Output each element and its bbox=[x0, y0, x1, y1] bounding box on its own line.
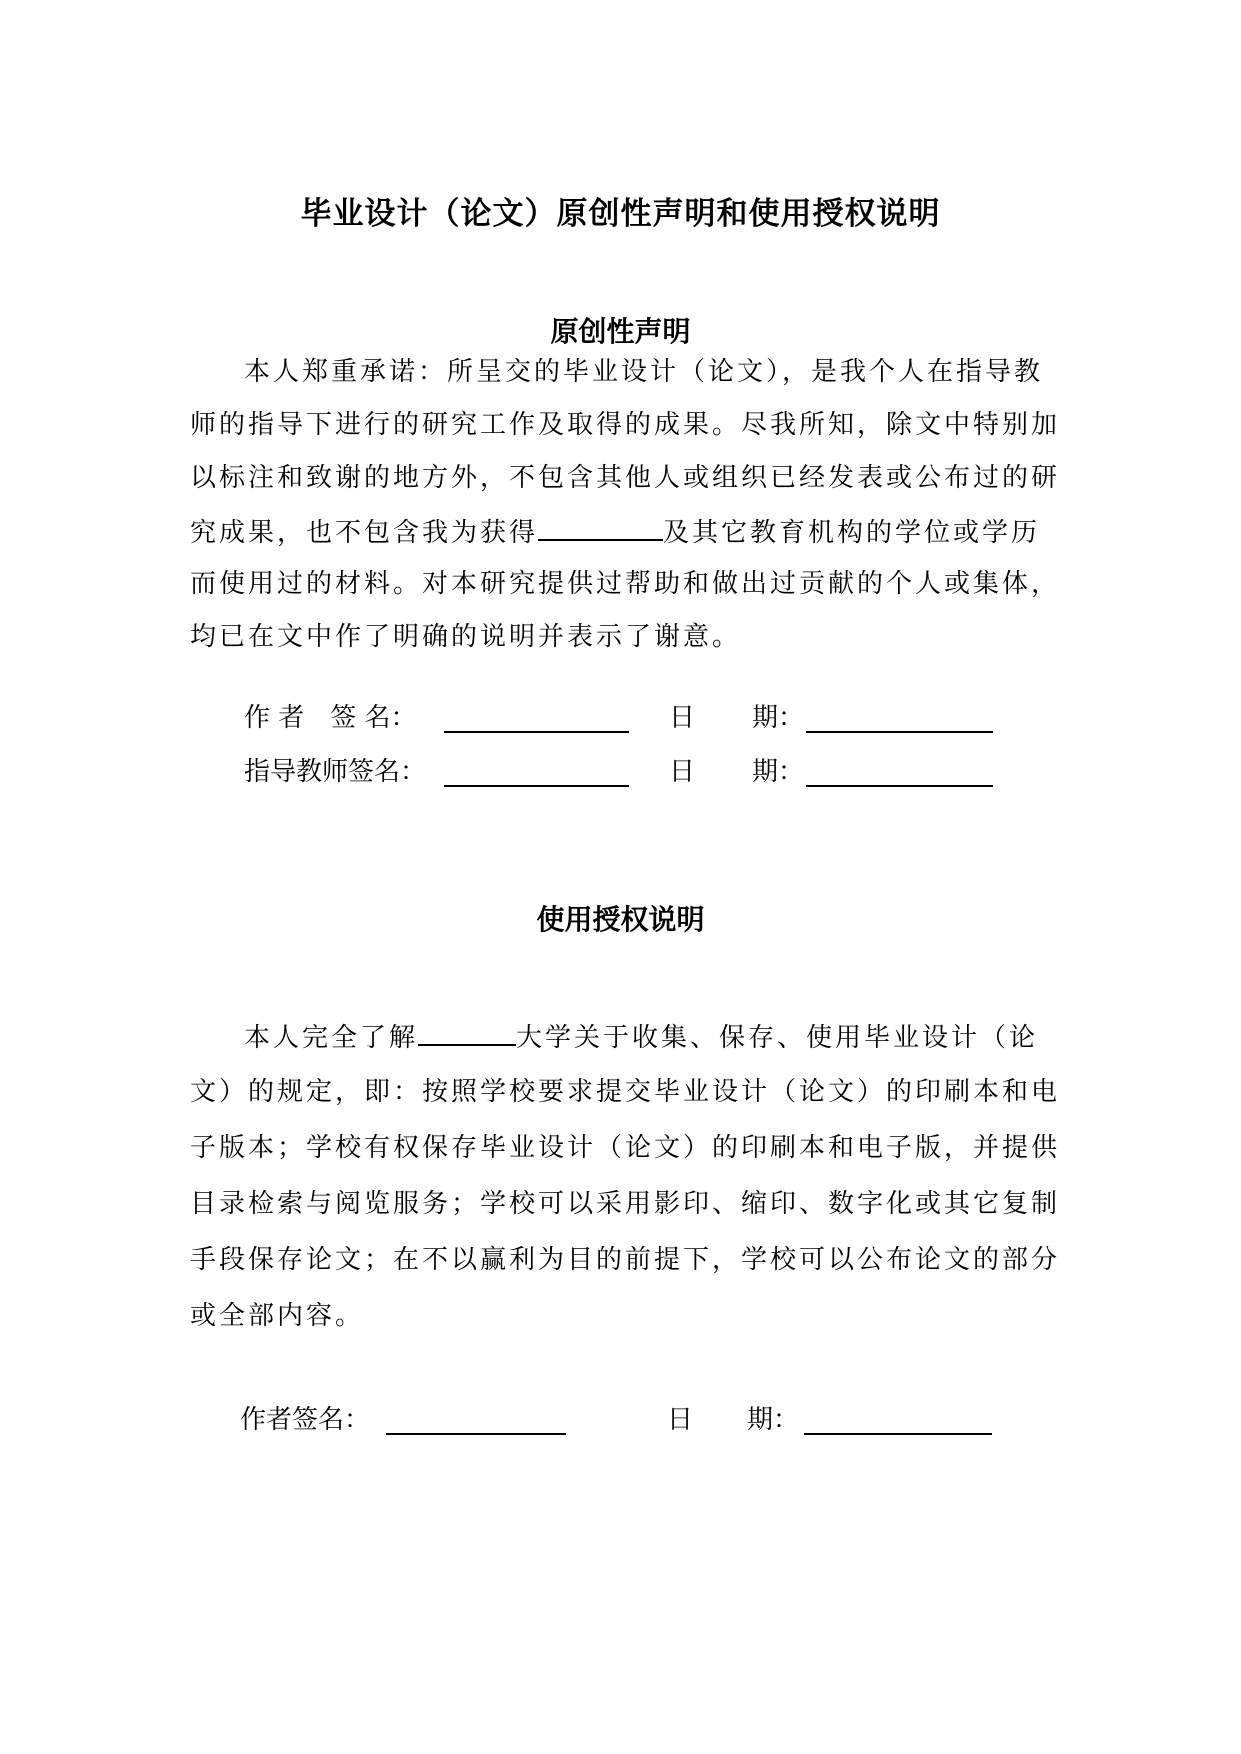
authorization-line-5: 手段保存论文；在不以赢利为目的前提下，学校可以公布论文的部分 bbox=[190, 1245, 1061, 1275]
authorization-line-6: 或全部内容。 bbox=[190, 1301, 365, 1331]
originality-line-6: 均已在文中作了明确的说明并表示了谢意。 bbox=[190, 622, 742, 652]
originality-line-5: 而使用过的材料。对本研究提供过帮助和做出过贡献的个人或集体， bbox=[190, 569, 1061, 599]
author-date-label-b: 期： bbox=[752, 703, 805, 733]
authorization-signature-row bbox=[240, 1400, 1040, 1440]
advisor-date-field[interactable] bbox=[806, 785, 993, 787]
originality-line-4 bbox=[190, 511, 1065, 553]
authorization-date-field[interactable] bbox=[804, 1433, 992, 1435]
university-blank-field[interactable] bbox=[418, 1016, 516, 1046]
advisor-signature-field[interactable] bbox=[444, 785, 629, 787]
author-signature-row bbox=[244, 698, 1044, 738]
advisor-signature-row bbox=[244, 752, 1044, 792]
authorization-date-label-a: 日 bbox=[667, 1405, 694, 1435]
authorization-line-1-text-a: 本人完全了解 bbox=[244, 1023, 419, 1053]
authorization-signature-label: 作者签名： bbox=[240, 1405, 371, 1435]
advisor-signature-label: 指导教师签名： bbox=[244, 757, 427, 787]
originality-heading: 原创性声明 bbox=[550, 315, 691, 348]
author-signature-field[interactable] bbox=[444, 731, 629, 733]
author-date-field[interactable] bbox=[806, 731, 993, 733]
page-title: 毕业设计（论文）原创性声明和使用授权说明 bbox=[300, 196, 941, 232]
authorization-line-1-text-b: 大学关于收集、保存、使用毕业设计（论 bbox=[516, 1023, 1039, 1053]
originality-line-3: 以标注和致谢的地方外，不包含其他人或组织已经发表或公布过的研 bbox=[190, 463, 1061, 493]
authorization-line-3: 子版本；学校有权保存毕业设计（论文）的印刷本和电子版，并提供 bbox=[190, 1133, 1061, 1163]
authorization-line-4: 目录检索与阅览服务；学校可以采用影印、缩印、数字化或其它复制 bbox=[190, 1189, 1061, 1219]
author-signature-label: 作 者 签 名： bbox=[244, 703, 417, 733]
authorization-date-label-b: 期： bbox=[747, 1405, 800, 1435]
originality-line-4-text-b: 及其它教育机构的学位或学历 bbox=[663, 518, 1041, 548]
originality-line-4-text-a: 究成果，也不包含我为获得 bbox=[190, 518, 539, 548]
originality-line-1: 本人郑重承诺：所呈交的毕业设计（论文），是我个人在指导教 bbox=[244, 357, 1044, 387]
advisor-date-label-a: 日 bbox=[669, 757, 696, 787]
authorization-line-1 bbox=[190, 1016, 1065, 1058]
author-date-label-a: 日 bbox=[669, 703, 696, 733]
originality-line-2: 师的指导下进行的研究工作及取得的成果。尽我所知，除文中特别加 bbox=[190, 410, 1061, 440]
degree-blank-field[interactable] bbox=[538, 511, 663, 541]
advisor-date-label-b: 期： bbox=[752, 757, 805, 787]
authorization-line-2: 文）的规定，即：按照学校要求提交毕业设计（论文）的印刷本和电 bbox=[190, 1077, 1061, 1107]
authorization-heading: 使用授权说明 bbox=[536, 903, 705, 936]
authorization-signature-field[interactable] bbox=[386, 1433, 566, 1435]
